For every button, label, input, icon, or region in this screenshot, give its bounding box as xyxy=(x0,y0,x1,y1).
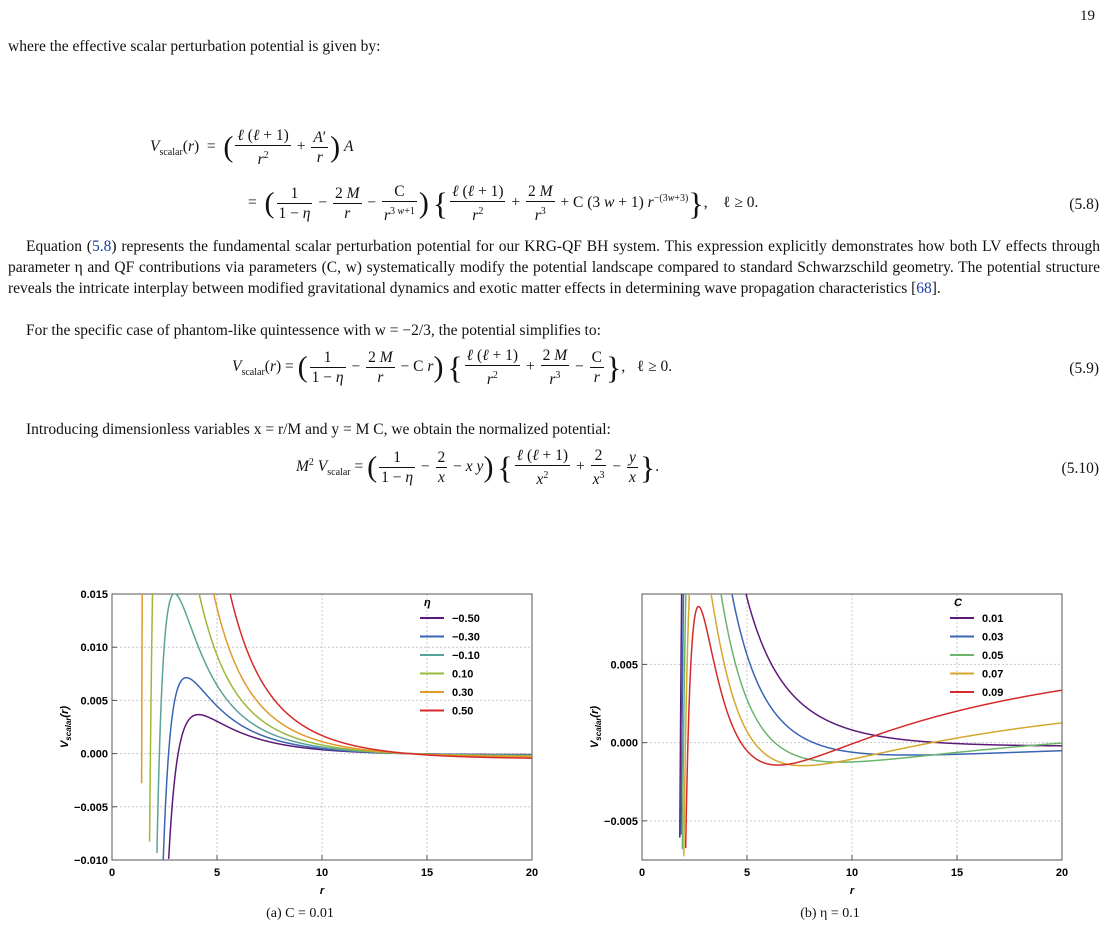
legend-label: 0.50 xyxy=(452,705,474,718)
equation-link-5-8[interactable]: 5.8 xyxy=(91,238,112,255)
series-line xyxy=(163,678,532,860)
equation-5-8-line1: $V_{scalar}(r)$ = ( $\frac{\text{ℓ (ℓ + 1)}}{r^2}$ + $\frac{A'}{r}$ ) A xyxy=(150,127,354,169)
chart-b xyxy=(580,588,1080,908)
x-tick-label: 15 xyxy=(950,867,964,879)
x-axis-label: r xyxy=(319,885,325,897)
legend-label: 0.10 xyxy=(452,668,474,681)
legend-label: 0.01 xyxy=(982,613,1004,625)
legend-label: −0.10 xyxy=(452,650,480,662)
legend-label: 0.05 xyxy=(982,650,1004,662)
legend-label: 0.09 xyxy=(982,687,1004,699)
paragraph-intro: where the effective scalar perturbation potential is given by: xyxy=(8,38,381,55)
y-axis-label: $V_{scalar}(r)$ xyxy=(589,705,603,749)
equation-5-8-line2: = ( $\frac{1}{1 - \eta}$ − $\frac{2 M}{r}$ − $\frac{C}{r^{3 w+1}}$ ) { $\frac{\text{ℓ (ℓ + 1)}}{r^2}$ + $\frac{2 M}{r^3}$ + C (3 w + 1) $r^{-(3w+3)}$}, ℓ ≥ 0. xyxy=(248,183,759,225)
x-tick-label: 15 xyxy=(420,867,434,879)
legend-label: −0.30 xyxy=(452,631,480,644)
y-tick-label: 0.010 xyxy=(80,642,108,655)
legend-label: 0.30 xyxy=(452,687,474,699)
citation-link-68[interactable]: 68 xyxy=(916,280,932,297)
y-axis-label: $V_{scalar}(r)$ xyxy=(59,705,73,749)
eq-5-9-condition: ℓ ≥ 0. xyxy=(636,358,673,376)
legend-label: 0.03 xyxy=(982,631,1004,644)
equation-number-5-9: (5.9) xyxy=(1069,360,1099,377)
equation-5-9: $V_{scalar}(r)$ = ( $\frac{1}{1 - \eta}$ − $\frac{2 M}{r}$ − C r) { $\frac{\text{ℓ (ℓ + 1)}}{r^2}$ + $\frac{2 M}{r^3}$ − $\frac{C}{r}$ }, ℓ ≥ 0. xyxy=(232,347,673,389)
equation-5-10: $M^2$ $V_{scalar}$ = ( $\frac{1}{1 - \eta}$ − $\frac{2}{x}$ − x y) { $\frac{\text{ℓ (ℓ + 1)}}{x^2}$ + $\frac{2}{x^3}$ − $\frac{y}{x}$ }. xyxy=(296,447,660,489)
series-line xyxy=(169,715,532,859)
equation-number-5-8: (5.8) xyxy=(1069,196,1099,213)
series-line xyxy=(680,588,1062,838)
y-tick-label: 0.005 xyxy=(610,659,638,672)
legend-title: η xyxy=(424,597,431,609)
x-axis-label: r xyxy=(849,885,855,897)
equation-number-5-10: (5.10) xyxy=(1061,460,1099,477)
x-tick-label: 0 xyxy=(108,867,116,879)
y-tick-label: 0.015 xyxy=(80,589,108,601)
y-tick-label: −0.005 xyxy=(604,815,638,828)
x-tick-label: 10 xyxy=(315,867,329,879)
y-tick-label: 0.005 xyxy=(80,695,108,708)
legend-label: 0.07 xyxy=(982,668,1004,681)
x-tick-label: 5 xyxy=(213,867,221,879)
chart-b-caption: (b) η = 0.1 xyxy=(800,906,860,921)
x-tick-label: 20 xyxy=(1055,867,1069,879)
series-line xyxy=(686,607,1062,848)
legend-title: C xyxy=(954,597,962,609)
y-tick-label: −0.010 xyxy=(74,855,108,867)
x-tick-label: 20 xyxy=(525,867,539,879)
series-line xyxy=(684,588,1062,856)
eq-5-8-condition: ℓ ≥ 0. xyxy=(723,194,759,212)
legend-label: −0.50 xyxy=(452,613,480,625)
chart-a-caption: (a) C = 0.01 xyxy=(266,906,334,921)
x-tick-label: 5 xyxy=(743,867,751,879)
y-tick-label: −0.005 xyxy=(74,801,108,814)
series-line xyxy=(150,588,532,842)
y-tick-label: 0.000 xyxy=(610,737,638,750)
paragraph-phantom-case: For the specific case of phantom-like quintessence with w = −2/3, the potential simplifies to: xyxy=(26,322,601,339)
chart-a xyxy=(50,588,550,908)
x-tick-label: 10 xyxy=(845,867,859,879)
paragraph-discussion: Equation (5.8) represents the fundamental scalar perturbation potential for our KRG-QF BH system. This expression explicitly demonstrates how both LV effects through parameter η and QF contributions via parameters (C, w) systematically modify the potential landscape compared to standard Schwarzschild geometry. The potential structure reveals the intricate interplay between modified gravitational dynamics and exotic matter effects in determining wave propagation characteristics [68]. xyxy=(8,238,1100,297)
page-number: 19 xyxy=(1080,8,1095,24)
paragraph-dimensionless: Introducing dimensionless variables x = r/M and y = M C, we obtain the normalized potential: xyxy=(26,421,611,438)
x-tick-label: 0 xyxy=(638,867,646,879)
y-tick-label: 0.000 xyxy=(80,748,108,761)
